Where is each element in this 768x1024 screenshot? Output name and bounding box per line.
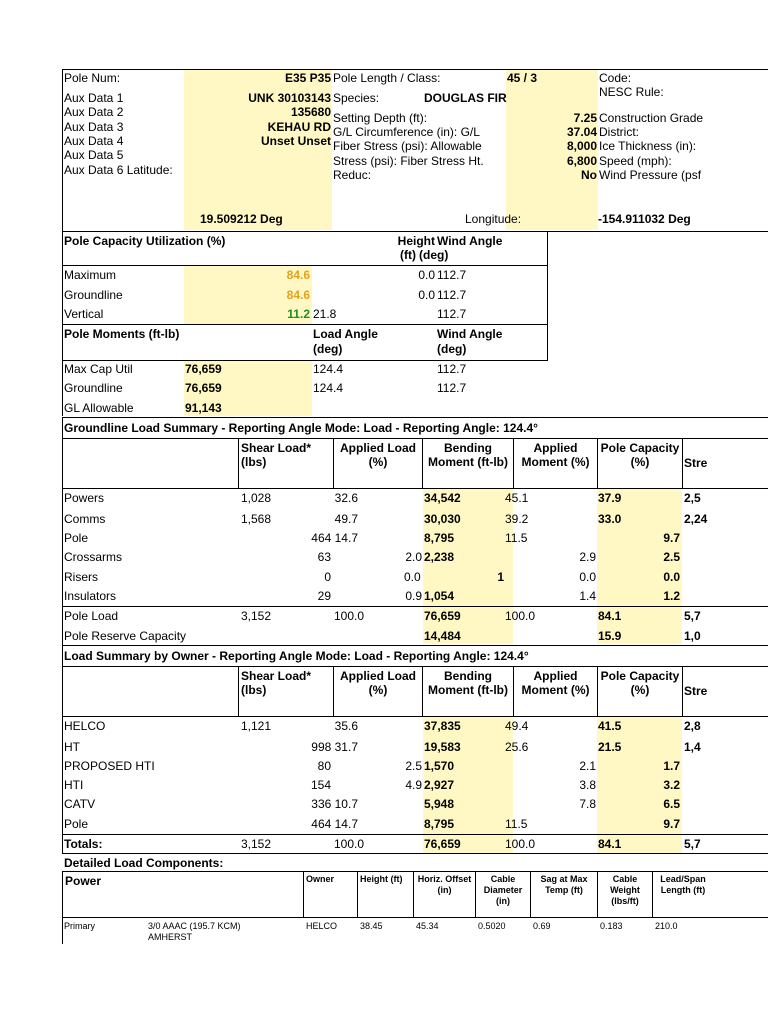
moments-row-value: 91,143: [185, 401, 222, 415]
cell-bending: 19,583: [424, 740, 461, 754]
col-header-applied-load: Applied Load (%): [340, 669, 416, 697]
cell-pole-capacity: 0.0: [663, 570, 680, 584]
aux-value-4: Unset Unset: [260, 134, 331, 148]
reduc-value: No: [581, 168, 597, 182]
nesc-rule-label: NESC Rule:: [599, 85, 664, 99]
cell-span: 210.0: [655, 921, 678, 931]
cell-height: 38.45: [360, 921, 383, 931]
row-label: Crossarms: [64, 550, 123, 564]
cell-pole-capacity: 15.9: [598, 629, 622, 643]
cell-shear: 80: [317, 759, 331, 773]
col-header-stress: Stre: [684, 456, 708, 470]
detailed-title: Detailed Load Components:: [64, 856, 224, 870]
cell-pole-capacity: 2.5: [663, 550, 680, 564]
cell-shear: 154: [310, 778, 331, 792]
cell-bending: 5,948: [424, 797, 455, 811]
cell-applied-load: 4.9: [405, 778, 422, 792]
cell-stress: 1,4: [684, 740, 701, 754]
cell-shear: 1,568: [241, 512, 272, 526]
col-header-applied-load: Applied Load (%): [340, 441, 416, 469]
row-label: Pole Reserve Capacity: [64, 629, 187, 643]
cell-bending: 8,795: [424, 531, 455, 545]
pole-length-value: 45 / 3: [507, 71, 538, 85]
cell-applied-load: 32.6: [334, 491, 358, 505]
aux-label-2: Aux Data 2: [64, 105, 124, 119]
aux-value-1: UNK 30103143: [248, 91, 331, 105]
pole-num-label: Pole Num:: [64, 71, 121, 85]
cell-pole-capacity: 41.5: [598, 719, 622, 733]
cell-bending: 30,030: [424, 512, 461, 526]
cell-bending: 2,238: [424, 550, 455, 564]
capacity-row-wind: 112.7: [437, 307, 467, 321]
moments-col-load: Load Angle: [313, 327, 378, 341]
col-header-span: Lead/Span Length (ft): [660, 874, 706, 895]
cell-pole-capacity: 9.7: [663, 817, 680, 831]
cell-stress: 5,7: [684, 837, 701, 851]
row-label: Comms: [64, 512, 106, 526]
row-label: Pole: [64, 531, 89, 545]
gl-circ-value: 37.04: [566, 125, 597, 139]
col-header-diameter: Cable Diameter (in): [483, 874, 523, 906]
moments-row-load: 124.4: [313, 362, 344, 376]
pole-num-value: E35 P35: [284, 71, 331, 85]
moments-col-load-unit: (deg): [313, 342, 343, 356]
construction-grade-label: Construction Grade: [599, 111, 704, 125]
latitude-value: 19.509212 Deg: [200, 212, 283, 226]
cell-applied-moment: 1.4: [579, 589, 596, 603]
code-label: Code:: [599, 71, 632, 85]
moments-row-label: Max Cap Util: [64, 362, 133, 376]
row-label: HTI: [64, 778, 84, 792]
aux-label-6: Aux Data 6 Latitude:: [64, 163, 173, 177]
cell-pole-capacity: 3.2: [663, 778, 680, 792]
cell-bending: 34,542: [424, 491, 461, 505]
cell-shear: 29: [317, 589, 331, 603]
cell-description: 3/0 AAAC (195.7 KCM) AMHERST: [148, 921, 241, 942]
cell-bending: 37,835: [424, 719, 461, 733]
cell-stress: 2,24: [684, 512, 708, 526]
capacity-col-wind: Wind Angle: [437, 234, 503, 248]
cell-applied-moment: 0.0: [579, 570, 596, 584]
capacity-title: Pole Capacity Utilization (%): [64, 234, 226, 248]
col-header-height: Height (ft): [360, 874, 403, 884]
moments-row-label: GL Allowable: [64, 401, 134, 415]
cell-stress: 5,7: [684, 609, 701, 623]
cell-bending: 14,484: [424, 629, 461, 643]
cell-bending: 1: [497, 570, 504, 584]
cell-stress: 1,0: [684, 629, 701, 643]
cell-pole-capacity: 1.2: [663, 589, 680, 603]
moments-col-wind: Wind Angle: [437, 327, 503, 341]
row-label: Pole: [64, 817, 89, 831]
cell-bending: 8,795: [424, 817, 455, 831]
cell-diameter: 0.5020: [478, 921, 506, 931]
stress-value: 6,800: [566, 154, 597, 168]
col-header-sag: Sag at Max Temp (ft): [540, 874, 588, 895]
capacity-row-value: 84.6: [286, 268, 310, 282]
cell-applied-moment: 100.0: [505, 609, 536, 623]
capacity-row-label: Groundline: [64, 288, 123, 302]
cell-applied-load: 100.0: [334, 837, 365, 851]
cell-applied-moment: 3.8: [579, 778, 596, 792]
row-label: Risers: [64, 570, 99, 584]
cell-stress: 2,8: [684, 719, 701, 733]
cell-applied-moment: 25.6: [505, 740, 529, 754]
col-header-bending-moment: Bending Moment (ft-lb): [428, 669, 508, 697]
cell-applied-load: 0.0: [404, 570, 421, 584]
cell-applied-moment: 39.2: [505, 512, 529, 526]
cell-applied-load: 35.6: [334, 719, 358, 733]
cell-bending: 1,054: [424, 589, 455, 603]
row-label: HELCO: [64, 719, 106, 733]
aux-label-1: Aux Data 1: [64, 91, 124, 105]
capacity-row-wind: 112.7: [437, 268, 467, 282]
cell-applied-moment: 2.1: [579, 759, 596, 773]
cell-applied-load: 2.0: [405, 550, 422, 564]
cell-pole-capacity: 9.7: [663, 531, 680, 545]
cell-pole-capacity: 6.5: [663, 797, 680, 811]
cell-shear: 464 14.7: [311, 531, 358, 545]
cell-shear: 998 31.7: [311, 740, 358, 754]
cell-applied-moment: 100.0: [505, 837, 536, 851]
capacity-row-extra: 21.8: [313, 307, 337, 321]
cell-stress: 2,5: [684, 491, 701, 505]
col-header-pole-capacity: Pole Capacity (%): [600, 441, 680, 469]
col-header-stress: Stre: [684, 684, 708, 698]
gl-circ-label: G/L Circumference (in): G/L: [333, 125, 480, 139]
ice-thickness-label: Ice Thickness (in):: [599, 139, 697, 153]
cell-applied-moment: 7.8: [579, 797, 596, 811]
capacity-row-wind: 112.7: [437, 288, 467, 302]
owner-summary-title: Load Summary by Owner - Reporting Angle Mode: Load - Reporting Angle: 124.4°: [64, 649, 529, 663]
cell-applied-moment: 11.5: [505, 531, 528, 545]
cell-shear: 1,028: [241, 491, 272, 505]
cell-owner: HELCO: [306, 921, 338, 931]
cell-offset: 45.34: [416, 921, 439, 931]
capacity-row-value: 84.6: [286, 288, 310, 302]
species-value: DOUGLAS FIR: [424, 91, 507, 105]
pole-length-label: Pole Length / Class:: [333, 71, 441, 85]
detailed-section-label: Power: [65, 874, 102, 888]
moments-row-label: Groundline: [64, 381, 123, 395]
longitude-label: Longitude:: [465, 212, 522, 226]
district-label: District:: [599, 125, 639, 139]
cell-weight: 0.183: [600, 921, 623, 931]
cell-pole-capacity: 1.7: [663, 759, 680, 773]
aux-label-5: Aux Data 5: [64, 148, 124, 162]
capacity-row-value: 11.2: [287, 307, 310, 321]
aux-label-4: Aux Data 4: [64, 134, 124, 148]
col-header-shear-load: Shear Load* (lbs): [241, 669, 312, 697]
cell-shear: 1,121: [241, 719, 272, 733]
moments-row-wind: 112.7: [437, 381, 467, 395]
cell-applied-moment: 2.9: [579, 550, 596, 564]
longitude-value: -154.911032 Deg: [598, 212, 691, 226]
cell-pole-capacity: 84.1: [598, 609, 622, 623]
cell-pole-capacity: 33.0: [598, 512, 622, 526]
col-header-applied-moment: Applied Moment (%): [521, 441, 590, 469]
aux-value-2: 135680: [290, 105, 331, 119]
capacity-row-label: Maximum: [64, 268, 117, 282]
stress-label: Stress (psi): Fiber Stress Ht.: [333, 154, 484, 168]
moments-row-wind: 112.7: [437, 362, 467, 376]
moments-title: Pole Moments (ft-lb): [64, 327, 180, 341]
col-header-applied-moment: Applied Moment (%): [521, 669, 590, 697]
capacity-row-label: Vertical: [64, 307, 104, 321]
reduc-label: Reduc:: [333, 168, 372, 182]
cell-bending: 2,927: [424, 778, 455, 792]
row-label: HT: [64, 740, 80, 754]
moments-row-value: 76,659: [185, 381, 222, 395]
col-header-bending-moment: Bending Moment (ft-lb): [428, 441, 508, 469]
cell-applied-load: 49.7: [334, 512, 358, 526]
cell-bending: 76,659: [424, 609, 461, 623]
cell-applied-moment: 45.1: [505, 491, 529, 505]
setting-depth-value: 7.25: [573, 111, 597, 125]
cell-pole-capacity: 84.1: [598, 837, 622, 851]
col-header-shear-load: Shear Load* (lbs): [241, 441, 312, 469]
cell-shear: 464 14.7: [311, 817, 358, 831]
row-label: Powers: [64, 491, 105, 505]
setting-depth-label: Setting Depth (ft):: [333, 111, 428, 125]
col-header-offset: Horiz. Offset (in): [417, 874, 472, 895]
cell-applied-moment: 11.5: [505, 817, 528, 831]
capacity-col-height: Height: [397, 234, 435, 248]
wind-pressure-label: Wind Pressure (psf: [599, 168, 702, 182]
aux-label-3: Aux Data 3: [64, 120, 124, 134]
col-header-pole-capacity: Pole Capacity (%): [600, 669, 680, 697]
col-header-owner: Owner: [306, 874, 335, 884]
cell-applied-load: 2.5: [405, 759, 422, 773]
cell-type: Primary: [64, 921, 95, 931]
capacity-row-height: 0.0: [418, 288, 435, 302]
aux-value-3: KEHAU RD: [267, 120, 331, 134]
cell-pole-capacity: 37.9: [598, 491, 622, 505]
moments-row-load: 124.4: [313, 381, 344, 395]
col-header-weight: Cable Weight (lbs/ft): [610, 874, 640, 906]
cell-sag: 0.69: [533, 921, 551, 931]
cell-applied-load: 100.0: [334, 609, 365, 623]
species-label: Species:: [333, 91, 380, 105]
row-label: CATV: [64, 797, 96, 811]
row-label: PROPOSED HTI: [64, 759, 155, 773]
cell-bending: 1,570: [424, 759, 455, 773]
cell-shear: 336 10.7: [311, 797, 358, 811]
capacity-row-height: 0.0: [418, 268, 435, 282]
cell-applied-moment: 49.4: [505, 719, 529, 733]
cell-shear: 0: [324, 570, 331, 584]
fiber-stress-value: 8,000: [566, 139, 597, 153]
capacity-col-wind-unit: (deg): [419, 248, 449, 262]
speed-label: Speed (mph):: [599, 154, 672, 168]
moments-col-wind-unit: (deg): [437, 342, 467, 356]
cell-applied-load: 0.9: [405, 589, 422, 603]
cell-pole-capacity: 21.5: [598, 740, 622, 754]
cell-bending: 76,659: [424, 837, 461, 851]
groundline-summary-title: Groundline Load Summary - Reporting Angle Mode: Load - Reporting Angle: 124.4°: [64, 421, 538, 435]
row-label: Insulators: [64, 589, 117, 603]
row-label: Pole Load: [64, 609, 119, 623]
totals-label: Totals:: [64, 837, 103, 851]
capacity-col-height-unit: (ft): [400, 248, 416, 262]
fiber-stress-label: Fiber Stress (psi): Allowable: [333, 139, 482, 153]
cell-shear: 63: [317, 550, 331, 564]
cell-shear: 3,152: [241, 837, 272, 851]
cell-shear: 3,152: [241, 609, 272, 623]
moments-row-value: 76,659: [185, 362, 222, 376]
